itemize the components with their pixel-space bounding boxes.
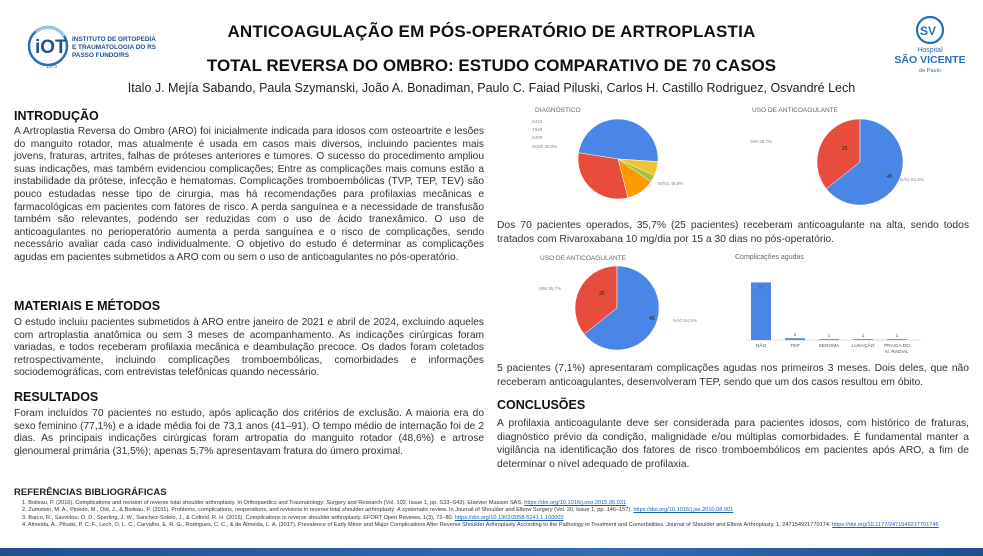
intro-heading: INTRODUÇÃO: [14, 109, 99, 123]
iot-logo-line1: INSTITUTO DE ORTOPEDIA: [72, 36, 156, 43]
reference-item: [22, 515, 972, 522]
bar-category-2: SEROMA: [818, 344, 840, 349]
pie-label-sim: SIM 35,7%: [539, 286, 562, 291]
pie-label-nao: NÃO 64,3%: [900, 177, 924, 182]
poster-title-line2: TOTAL REVERSA DO OMBRO: ESTUDO COMPARATIVO DE 70 CASOS: [206, 56, 777, 75]
iot-logo-letters: iOT: [35, 37, 67, 58]
conclusions-heading: CONCLUSÕES: [497, 398, 586, 412]
pie-label-m751: M751 48,6%: [658, 181, 684, 186]
iot-logo-line3: PASSO FUNDO/RS: [72, 52, 130, 59]
reference-text: 4. Almeida, A., Piluski, P. C. F., Lech, O. L. C., Carvalho, E. R. G., Rodrigues, C. C., & de Almeida, L. A. (2017). Prevalence of Early Minor and Major Complications After Reverse Shoulder Arthroplasty According to the Pathology in Treatment and Comorbidities. Journal of Shoulder and Elbow Arthroplasty, 1, 247154921770174.: [22, 522, 833, 529]
references-heading: REFERÊNCIAS BIBLIOGRÁFICAS: [14, 487, 167, 498]
pie-label-m190: M190 30,0%: [532, 144, 558, 149]
poster-title-line1: ANTICOAGULAÇÃO EM PÓS-OPERATÓRIO DE ARTROPLASTIA: [227, 22, 756, 41]
references-list: [22, 500, 972, 530]
bar-4: [887, 339, 907, 340]
conclusions-text: A profilaxia anticoagulante deve ser considerada para pacientes idosos, com histórico de fraturas, diagnóstico prévio da condição, malignidade e/ou múltiplas comorbidades. É fundamental manter a vigilância na identificação dos fatores de risco tromboembólicos em pacientes após ARO, a fim de determinar o nível adequado de profilaxia.: [497, 418, 969, 470]
reference-text: 1. Boileau, P. (2016). Complications and revision of reverse total shoulder arthroplasty. In Orthopaedics and Traumatology: Surgery and Research (Vol. 102, Issue 1, pp. S33–S43). Elsevier Masson SAS.: [22, 500, 525, 506]
reference-item: [22, 500, 972, 507]
pie-value-sim: 25: [599, 291, 605, 297]
methods-text: O estudo incluiu pacientes submetidos à ARO entre janeiro de 2021 e abril de 2024, excluindo aqueles com artroplastia anatômica ou sem 3 meses de acompanhamento. As indicações cirúrgicas foram variadas, e todos receberam profilaxia mecânica e deambulação precoce. Os dados foram coletados retrospectivamente, incluindo complicações tromboembólicas, comorbidades e informações sociodemográficas, com entrevistas telefônicas quando necessário.: [14, 317, 484, 379]
bar-2: [819, 339, 839, 340]
bar-0: [751, 282, 771, 340]
bar-3: [853, 339, 873, 340]
reference-item: [22, 522, 972, 529]
chart-diagnostico-title: DIAGNÓSTICO: [535, 107, 581, 114]
hospital-logo-letters: SV: [920, 24, 937, 38]
bar-value-1: 2: [793, 333, 797, 339]
reference-item: [22, 507, 972, 514]
hospital-logo-line2: SÃO VICENTE: [894, 54, 966, 66]
reference-text: 3. Barco, R., Savvidou, O. D., Sperling, J. W., Sanchez-Sotelo, J., & Cofield, R. H. (2016). Complications in reverse shoulder arthroplasty. EFORT Open Reviews, 1(3), 72–80.: [22, 514, 455, 521]
bar-value-4: 1: [895, 334, 899, 340]
chart-complicacoes: [733, 264, 933, 360]
bar-category-0: NÃO: [755, 344, 767, 349]
pie-label-nao: NÃO 64,3%: [673, 318, 697, 323]
chart-diagnostico: [530, 115, 700, 205]
pie-value-nao: 45: [887, 174, 893, 180]
pie-label-s408: S408: [532, 135, 543, 140]
bar-category-1: TEP: [790, 344, 800, 349]
pie-label-s422: S422: [532, 119, 543, 124]
pie-label-sim: SIM 35,7%: [750, 139, 773, 144]
chart-anticoag-bottom: [535, 262, 710, 354]
reference-link[interactable]: https://doi.org/10.1177/2471549217701746: [832, 522, 939, 529]
results-text-right1: Dos 70 pacientes operados, 35,7% (25 pacientes) receberam anticoagulante na alta, sendo todos tratados com Rivaroxabana 10 mg/dia por 15 a 30 dias no pós-operatório.: [497, 220, 969, 245]
bar-category-3: LUXAÇÃO: [851, 344, 875, 349]
bar-value-0: 65: [758, 285, 764, 291]
methods-heading: MATERIAIS E MÉTODOS: [14, 299, 161, 313]
iot-logo-year: 1975: [46, 64, 58, 70]
pie-label-t840: T840: [532, 127, 543, 132]
hospital-logo-line1: Hospital: [917, 47, 943, 54]
reference-link[interactable]: https://doi.org/10.1016/j.otsr.2015.06.031: [524, 500, 626, 506]
reference-link[interactable]: https://doi.org/10.1302/2058-5241.1.160003: [454, 514, 564, 521]
pie-value-sim: 25: [842, 146, 848, 152]
bar-category-4: PRAXIA DO N. RADIAL: [884, 344, 910, 355]
reference-link[interactable]: https://doi.org/10.1016/j.jse.2010.08.001: [633, 507, 734, 514]
chart-anticoag-bottom-title: USO DE ANTICOAGULANTE: [540, 255, 626, 262]
footer-stripe: [0, 548, 983, 556]
chart-complicacoes-title: Complicações agudas: [735, 254, 804, 261]
iot-logo-line2: E TRAUMATOLOGIA DO RS: [72, 44, 156, 51]
chart-anticoag-top: [745, 115, 975, 210]
bar-value-3: 1: [861, 334, 865, 340]
results-text-right2: 5 pacientes (7,1%) apresentaram complicações agudas nos primeiros 3 meses. Dois deles, que não receberam anticoagulantes, desenvolveram TEP, sendo que um dos casos resultou em óbito.: [497, 363, 969, 388]
reference-text: 2. Zumstein, M. A., Pinedo, M., Old, J., & Boileau, P. (2011). Problems, complications, reoperations, and revisions in reverse total shoulder arthroplasty: A systematic review. In Journal of Shoulder and Elbow Surgery (Vol. 20, Issue 1, pp. 146–157).: [22, 507, 634, 514]
poster-authors: Italo J. Mejía Sabando, Paula Szymanski, João A. Bonadiman, Paulo C. Faiad Piluski, Carlos H. Castillo Rodriguez, Osvandré Lech: [127, 81, 856, 95]
results-text: Foram incluídos 70 pacientes no estudo, após aplicação dos critérios de exclusão. A maioria era do sexo feminino (77,1%) e a idade média foi de 73,1 anos (41–91). O tempo médio de internação foi de 2 dias. As principais indicações cirúrgicas foram artropatia do manguito rotador (48,6%) e artrose glenoumeral primária (31,5%); apenas 5,7% apresentavam fratura do úmero proximal.: [14, 408, 484, 457]
intro-text: A Artroplastia Reversa do Ombro (ARO) foi inicialmente indicada para idosos com osteoartrite e lesões do manguito rotador, mas atualmente é usada em casos mais diversos, incluindo pacientes mais jovens, fraturas, artrites, falhas de próteses anteriores e tumores. O sucesso do procedimento ampliou suas indicações, mas também evidenciou complicações; Entre as complicações mais comuns estão a instabilidade da prótese, infecção e hematomas. Complicações tromboembólicas (TVP, TEP, TEV) são pouco estudadas nesse tipo de cirurgia, mas há recomendações para profilaxias mecânicas e farmacológicas em pacientes com fatores de risco. A perda sanguínea e a necessidade de transfusão também são relevantes, podendo ser reduzidas com o uso de ácido tranexâmico. O uso de anticoagulantes no perioperatório aumenta a perda sanguínea e o risco de complicações, sendo necessário avaliar cada caso individualmente. O objetivo do estudo é determinar as complicações agudas em pacientes submetidos a ARO com ou sem o uso de anticoagulantes no pós-operatório.: [14, 126, 484, 263]
chart-anticoag-top-title: USO DE ANTICOAGULANTE: [752, 107, 838, 114]
pie-value-nao: 45: [649, 316, 655, 322]
hospital-logo-line3: de Paulo: [919, 68, 941, 74]
bar-value-2: 1: [827, 334, 831, 340]
bar-1: [785, 338, 805, 340]
results-heading: RESULTADOS: [14, 390, 99, 404]
